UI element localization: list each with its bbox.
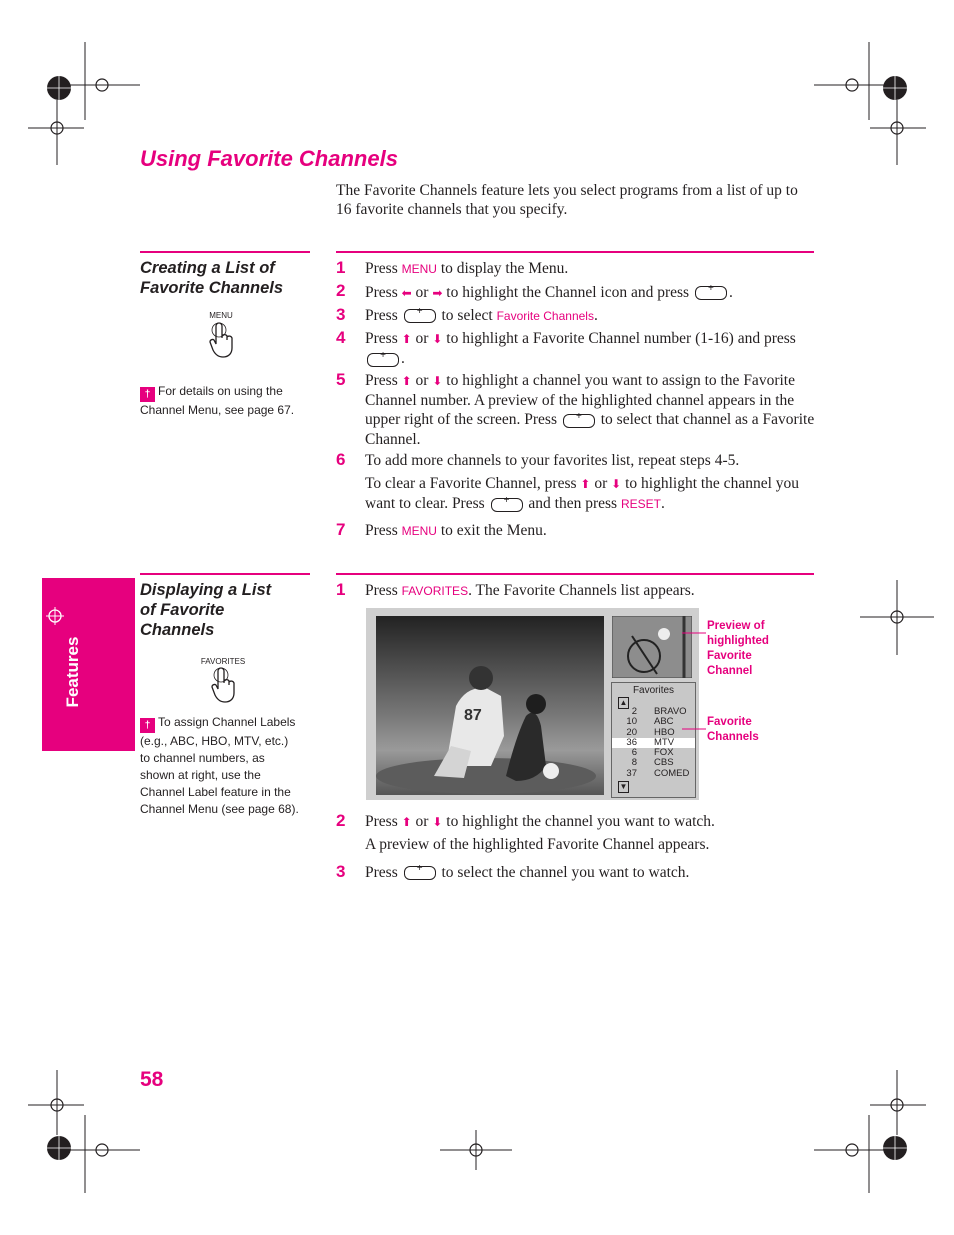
arrow-down-icon: ⬇ [611,477,622,491]
tip-note-1: † For details on using the Channel Menu, see page 67. [140,384,295,417]
callout-lines [680,628,710,738]
step-text: Press ⬆ or ⬇ to highlight the channel you want to watch. [365,813,715,830]
enter-button-icon [491,498,523,512]
tip-lightbulb-icon: † [140,718,155,733]
main-picture-photo [376,616,604,795]
section-rule [336,573,814,575]
favorites-row-label: BRAVO [654,706,687,717]
favorites-row[interactable] [612,769,695,779]
step-number: 2 [336,281,346,300]
hand-press-icon [208,322,236,358]
step-number: 4 [336,328,346,347]
arrow-down-icon: ⬇ [432,815,443,829]
step-text: Press MENU to display the Menu. [365,260,569,277]
tv-screen-illustration [366,608,699,800]
step-text: Press ⬆ or ⬇ to highlight a Favorite Channel number (1-16) and press +. [365,329,815,368]
side-tab [42,578,135,751]
enter-button-icon [695,286,727,300]
favorites-row-label: CBS [654,757,674,769]
section-rule [140,573,310,575]
enter-button-icon [404,866,436,880]
step-text: Press ⬆ or ⬇ to highlight a channel you want to assign to the Favorite Channel number. A preview of the highlighted channel appears in the upper right of the screen. Press + to select that channel as a Favorite Channel. [365,371,815,449]
enter-button-icon [563,414,595,428]
favorites-row-label: HBO [654,726,675,738]
section-heading-creating: Creating a List of Favorite Channels [140,259,284,297]
step-text: To add more channels to your favorites list, repeat steps 4-5. [365,452,740,469]
tip-note-2: † To assign Channel Labels (e.g., ABC, HBO, MTV, etc.) to channel numbers, as shown at right, use the Channel Label feature in the Channel Menu (see page 68). [140,715,299,816]
intro-paragraph: The Favorite Channels feature lets you select programs from a list of up to 16 favorite channels that you specify. [336,182,798,218]
enter-button-icon [367,353,399,367]
step-text: Press ⬅ or ➡ to highlight the Channel icon and press +. [365,283,815,303]
step-number: 6 [336,450,346,469]
arrow-left-icon: ⬅ [401,286,412,300]
arrow-up-icon: ⬆ [401,332,412,346]
section-rule [140,251,310,253]
favorites-row-label: MTV [654,736,675,748]
favorites-row-number: 20 [626,726,637,738]
step-text: Press FAVORITES. The Favorite Channels list appears. [365,582,695,599]
favorites-panel-title: Favorites [632,685,675,696]
step-number: 3 [336,305,346,324]
step-number: 2 [336,811,346,830]
section-heading-displaying: Displaying a List of Favorite Channels [140,581,272,639]
registration-mark-icon [46,607,64,625]
section-rule [336,251,814,253]
page-title: Using Favorite Channels [140,146,398,171]
hand-label-menu: MENU [209,311,233,320]
arrow-down-icon: ⬇ [432,332,443,346]
arrow-down-icon: ⬇ [432,374,443,388]
step-number: 1 [336,258,346,277]
favorites-row-number: 36 [626,736,637,748]
favorites-row-number: 2 [631,706,637,717]
scroll-down-icon: ▼ [619,782,628,791]
side-tab-label: Features [63,636,82,708]
favorites-row-number: 37 [626,767,637,779]
step-text: Press + to select Favorite Channels. [365,306,815,325]
favorites-row-number: 6 [631,747,637,759]
enter-button-icon [404,309,436,323]
arrow-up-icon: ⬆ [401,374,412,388]
step-subtext: A preview of the highlighted Favorite Channel appears. [365,836,710,853]
favorites-row-number: 8 [631,757,637,769]
scroll-up-icon: ▲ [619,698,628,707]
favorites-row-label: COMED [654,767,690,779]
step-text: Press MENU to exit the Menu. [365,522,547,539]
favorites-row-label: ABC [654,716,674,728]
arrow-up-icon: ⬆ [401,815,412,829]
hand-label-favorites: FAVORITES [200,657,246,666]
favorites-row-label: FOX [654,747,674,759]
tip-lightbulb-icon: † [140,387,155,402]
callout-preview: Preview of highlighted Favorite Channel [707,620,769,677]
step-number: 1 [336,580,346,599]
arrow-right-icon: ➡ [432,286,443,300]
svg-text:87: 87 [464,707,482,724]
step-number: 5 [336,370,346,389]
step-text: Press + to select the channel you want to watch. [365,863,815,882]
callout-favorites: Favorite Channels [707,716,759,743]
step-number: 3 [336,862,346,881]
arrow-up-icon: ⬆ [580,477,591,491]
favorites-row-number: 10 [626,716,637,728]
step-number: 7 [336,520,346,539]
clear-note: To clear a Favorite Channel, press ⬆ or ⬇ to highlight the channel you want to clear. Press + and then press RESET. [365,474,815,513]
page-number: 58 [140,1068,164,1091]
hand-press-icon [210,667,238,703]
